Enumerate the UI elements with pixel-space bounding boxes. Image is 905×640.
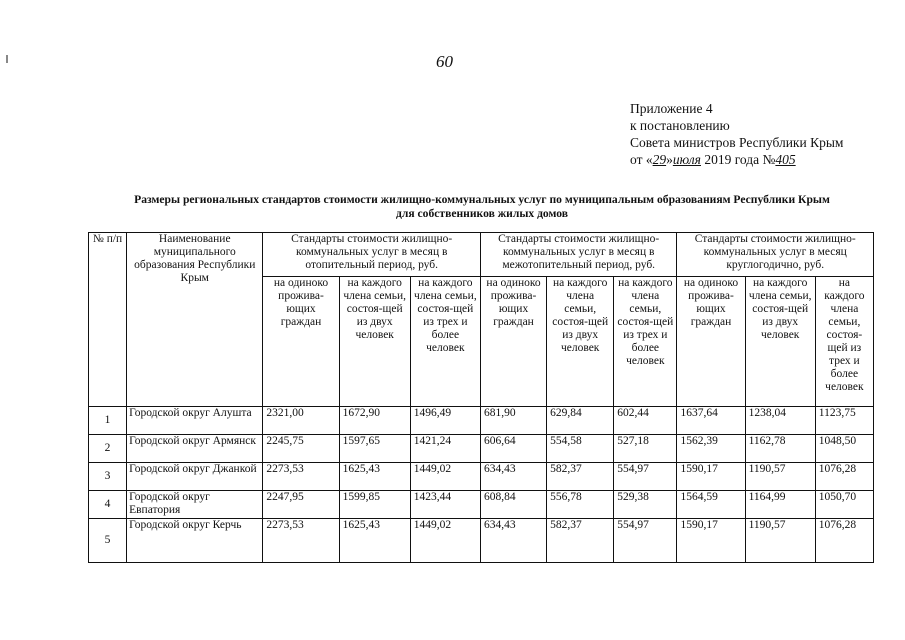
row-number: 1 (89, 407, 127, 435)
title-line-2: для собственников жилых домов (395, 207, 569, 220)
appendix-line: Совета министров Республики Крым (630, 135, 844, 150)
row-number: 5 (89, 519, 127, 563)
scan-mark (6, 55, 8, 63)
subheader-single: на одиноко прожива-ющих граждан (677, 277, 745, 407)
table-cell: 681,90 (480, 407, 546, 435)
appendix-date-line (630, 151, 843, 168)
table-cell: 1590,17 (677, 519, 745, 563)
header-group-yearround: Стандарты стоимости жилищно-коммунальных услуг в месяц круглогодично, руб. (677, 233, 874, 277)
table-cell: 1496,49 (410, 407, 480, 435)
table-cell: 1590,17 (677, 463, 745, 491)
table-cell: 1599,85 (339, 491, 410, 519)
table-cell: 602,44 (614, 407, 677, 435)
table-cell: 634,43 (480, 519, 546, 563)
table-cell: 1564,59 (677, 491, 745, 519)
table-cell: 2273,53 (263, 463, 339, 491)
date-mid: » (666, 152, 673, 167)
appendix-line: Приложение 4 (630, 101, 713, 116)
table-cell: 554,97 (614, 519, 677, 563)
row-name: Городской округ Евпатория (127, 491, 263, 519)
appendix-block (630, 100, 843, 168)
table-cell: 554,97 (614, 463, 677, 491)
table-cell: 1672,90 (339, 407, 410, 435)
table-cell: 1123,75 (815, 407, 873, 435)
table-cell: 1562,39 (677, 435, 745, 463)
subheader-single: на одиноко прожива-ющих граждан (263, 277, 339, 407)
table-cell: 1449,02 (410, 463, 480, 491)
table-cell: 1076,28 (815, 463, 873, 491)
row-number: 2 (89, 435, 127, 463)
row-name: Городской округ Алушта (127, 407, 263, 435)
subheader-two: на каждого члена семьи, состоя-щей из двух человек (339, 277, 410, 407)
table-cell: 1190,57 (745, 463, 815, 491)
table-cell: 582,37 (547, 519, 614, 563)
table-cell: 1597,65 (339, 435, 410, 463)
table-cell: 608,84 (480, 491, 546, 519)
table-cell: 554,58 (547, 435, 614, 463)
row-name: Городской округ Армянск (127, 435, 263, 463)
table-cell: 2245,75 (263, 435, 339, 463)
table-cell: 529,38 (614, 491, 677, 519)
page-number: 60 (436, 52, 453, 71)
table-cell: 1637,64 (677, 407, 745, 435)
row-name: Городской округ Керчь (127, 519, 263, 563)
header-group-nonheating: Стандарты стоимости жилищно-коммунальных услуг в месяц в межотопительный период, руб. (480, 233, 676, 277)
table-cell: 634,43 (480, 463, 546, 491)
table-cell: 527,18 (614, 435, 677, 463)
table-cell: 1190,57 (745, 519, 815, 563)
header-number: № п/п (89, 233, 127, 407)
table-cell: 2247,95 (263, 491, 339, 519)
table-cell: 1238,04 (745, 407, 815, 435)
table-cell: 1162,78 (745, 435, 815, 463)
table-cell: 1625,43 (339, 463, 410, 491)
table-row (89, 519, 874, 563)
document-title (82, 193, 882, 221)
table-cell: 2321,00 (263, 407, 339, 435)
title-line-1: Размеры региональных стандартов стоимости жилищно-коммунальных услуг по муниципальным образованиям Республики Крым (134, 193, 830, 206)
subheader-three: на каждого члена семьи, состоя-щей из трех и более человек (410, 277, 480, 407)
table-cell: 606,64 (480, 435, 546, 463)
table-row (89, 435, 874, 463)
subheader-two: на каждого члена семьи, состоя-щей из двух человек (745, 277, 815, 407)
table-row (89, 491, 874, 519)
table-cell: 1050,70 (815, 491, 873, 519)
table-cell: 1076,28 (815, 519, 873, 563)
table-cell: 2273,53 (263, 519, 339, 563)
date-year: 2019 года № (700, 152, 776, 167)
date-prefix: от « (630, 152, 653, 167)
subheader-single: на одиноко прожива-ющих граждан (480, 277, 546, 407)
table-cell: 1625,43 (339, 519, 410, 563)
row-name: Городской округ Джанкой (127, 463, 263, 491)
subheader-two: на каждого члена семьи, состоя-щей из двух человек (547, 277, 614, 407)
appendix-line: к постановлению (630, 118, 730, 133)
table-cell: 1048,50 (815, 435, 873, 463)
table-header-row (89, 233, 874, 277)
table-row (89, 407, 874, 435)
table-cell: 1164,99 (745, 491, 815, 519)
standards-table (88, 232, 874, 563)
date-day: 29 (652, 152, 667, 167)
table-cell: 629,84 (547, 407, 614, 435)
row-number: 3 (89, 463, 127, 491)
table-cell: 1423,44 (410, 491, 480, 519)
subheader-three: на каждого члена семьи, состоя-щей из трех и более человек (815, 277, 873, 407)
doc-number: 405 (775, 152, 796, 167)
row-number: 4 (89, 491, 127, 519)
table-cell: 556,78 (547, 491, 614, 519)
table-cell: 1421,24 (410, 435, 480, 463)
header-name: Наименование муниципального образования Республики Крым (127, 233, 263, 407)
table-cell: 582,37 (547, 463, 614, 491)
header-group-heating: Стандарты стоимости жилищно-коммунальных услуг в месяц в отопительный период, руб. (263, 233, 481, 277)
date-month: июля (672, 152, 701, 167)
table-cell: 1449,02 (410, 519, 480, 563)
subheader-three: на каждого члена семьи, состоя-щей из трех и более человек (614, 277, 677, 407)
table-row (89, 463, 874, 491)
